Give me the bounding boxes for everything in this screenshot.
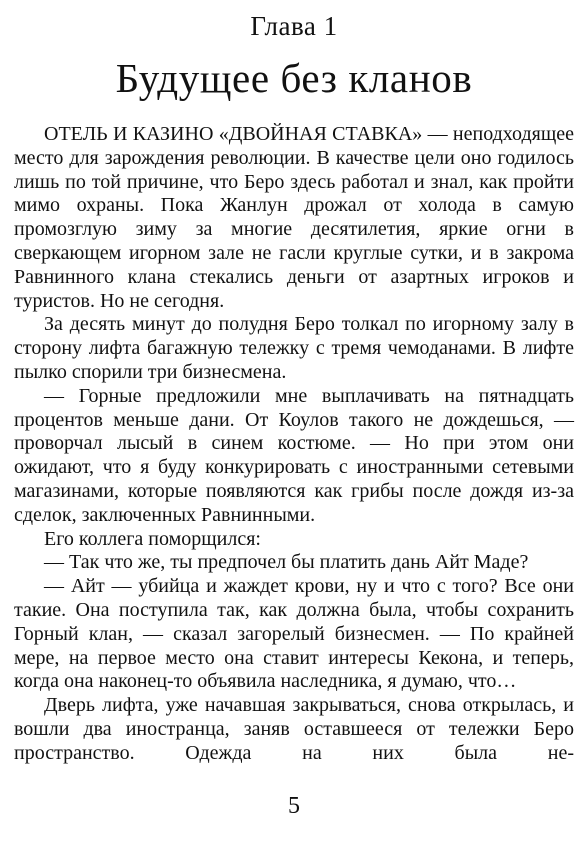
chapter-title: Будущее без кланов xyxy=(115,55,473,101)
paragraph: Дверь лифта, уже начавшая закрываться, снова открылась, и вошли два иностранца, заняв оставшееся от тележки Беро пространство. Одежда на них была не- xyxy=(14,694,574,764)
paragraph: — Айт — убийца и жаждет крови, ну и что с того? Все они такие. Она поступила так, как должна была, чтобы сохранить Горный клан, — сказал загорелый бизнесмен. — По крайней мере, на первое место она ставит интересы Кекона, и теперь, когда она наконец-то объявила наследника, я думаю, что… xyxy=(14,575,574,693)
chapter-body xyxy=(14,123,574,766)
book-page xyxy=(14,0,574,850)
paragraph: — Так что же, ты предпочел бы платить дань Айт Маде? xyxy=(44,551,529,574)
page-number: 5 xyxy=(288,793,300,819)
chapter-number: Глава 1 xyxy=(250,11,338,41)
paragraph: Его коллега поморщился: xyxy=(44,527,261,550)
paragraph: За десять минут до полудня Беро толкал по игорному залу в сторону лифта багажную тележку с тремя чемоданами. В лифте пылко спорили три бизнесмена. xyxy=(14,313,574,383)
paragraph: ОТЕЛЬ И КАЗИНО «ДВОЙНАЯ СТАВКА» — неподходящее место для зарождения революции. В качестве цели оно годилось лишь по той причине, что Беро здесь работал и знал, как пройти мимо охраны. Пока Жанлун дрожал от холода в самую промозглую зиму за многие десятилетия, яркие огни в сверкающем игорном зале не гасли круглые сутки, и в закрома Равнинного клана стекались деньги от азартных игроков и туристов. Но не сегодня. xyxy=(14,123,574,312)
paragraph: — Горные предложили мне выплачивать на пятнадцать процентов меньше дани. От Коулов такого не дождешься, — проворчал лысый в синем костюме. — Но при этом они ожидают, что я буду конкурировать с иностранными сетевыми магазинами, которые появляются как грибы после дождя из-за сделок, заключенных Равнинными. xyxy=(14,384,574,526)
